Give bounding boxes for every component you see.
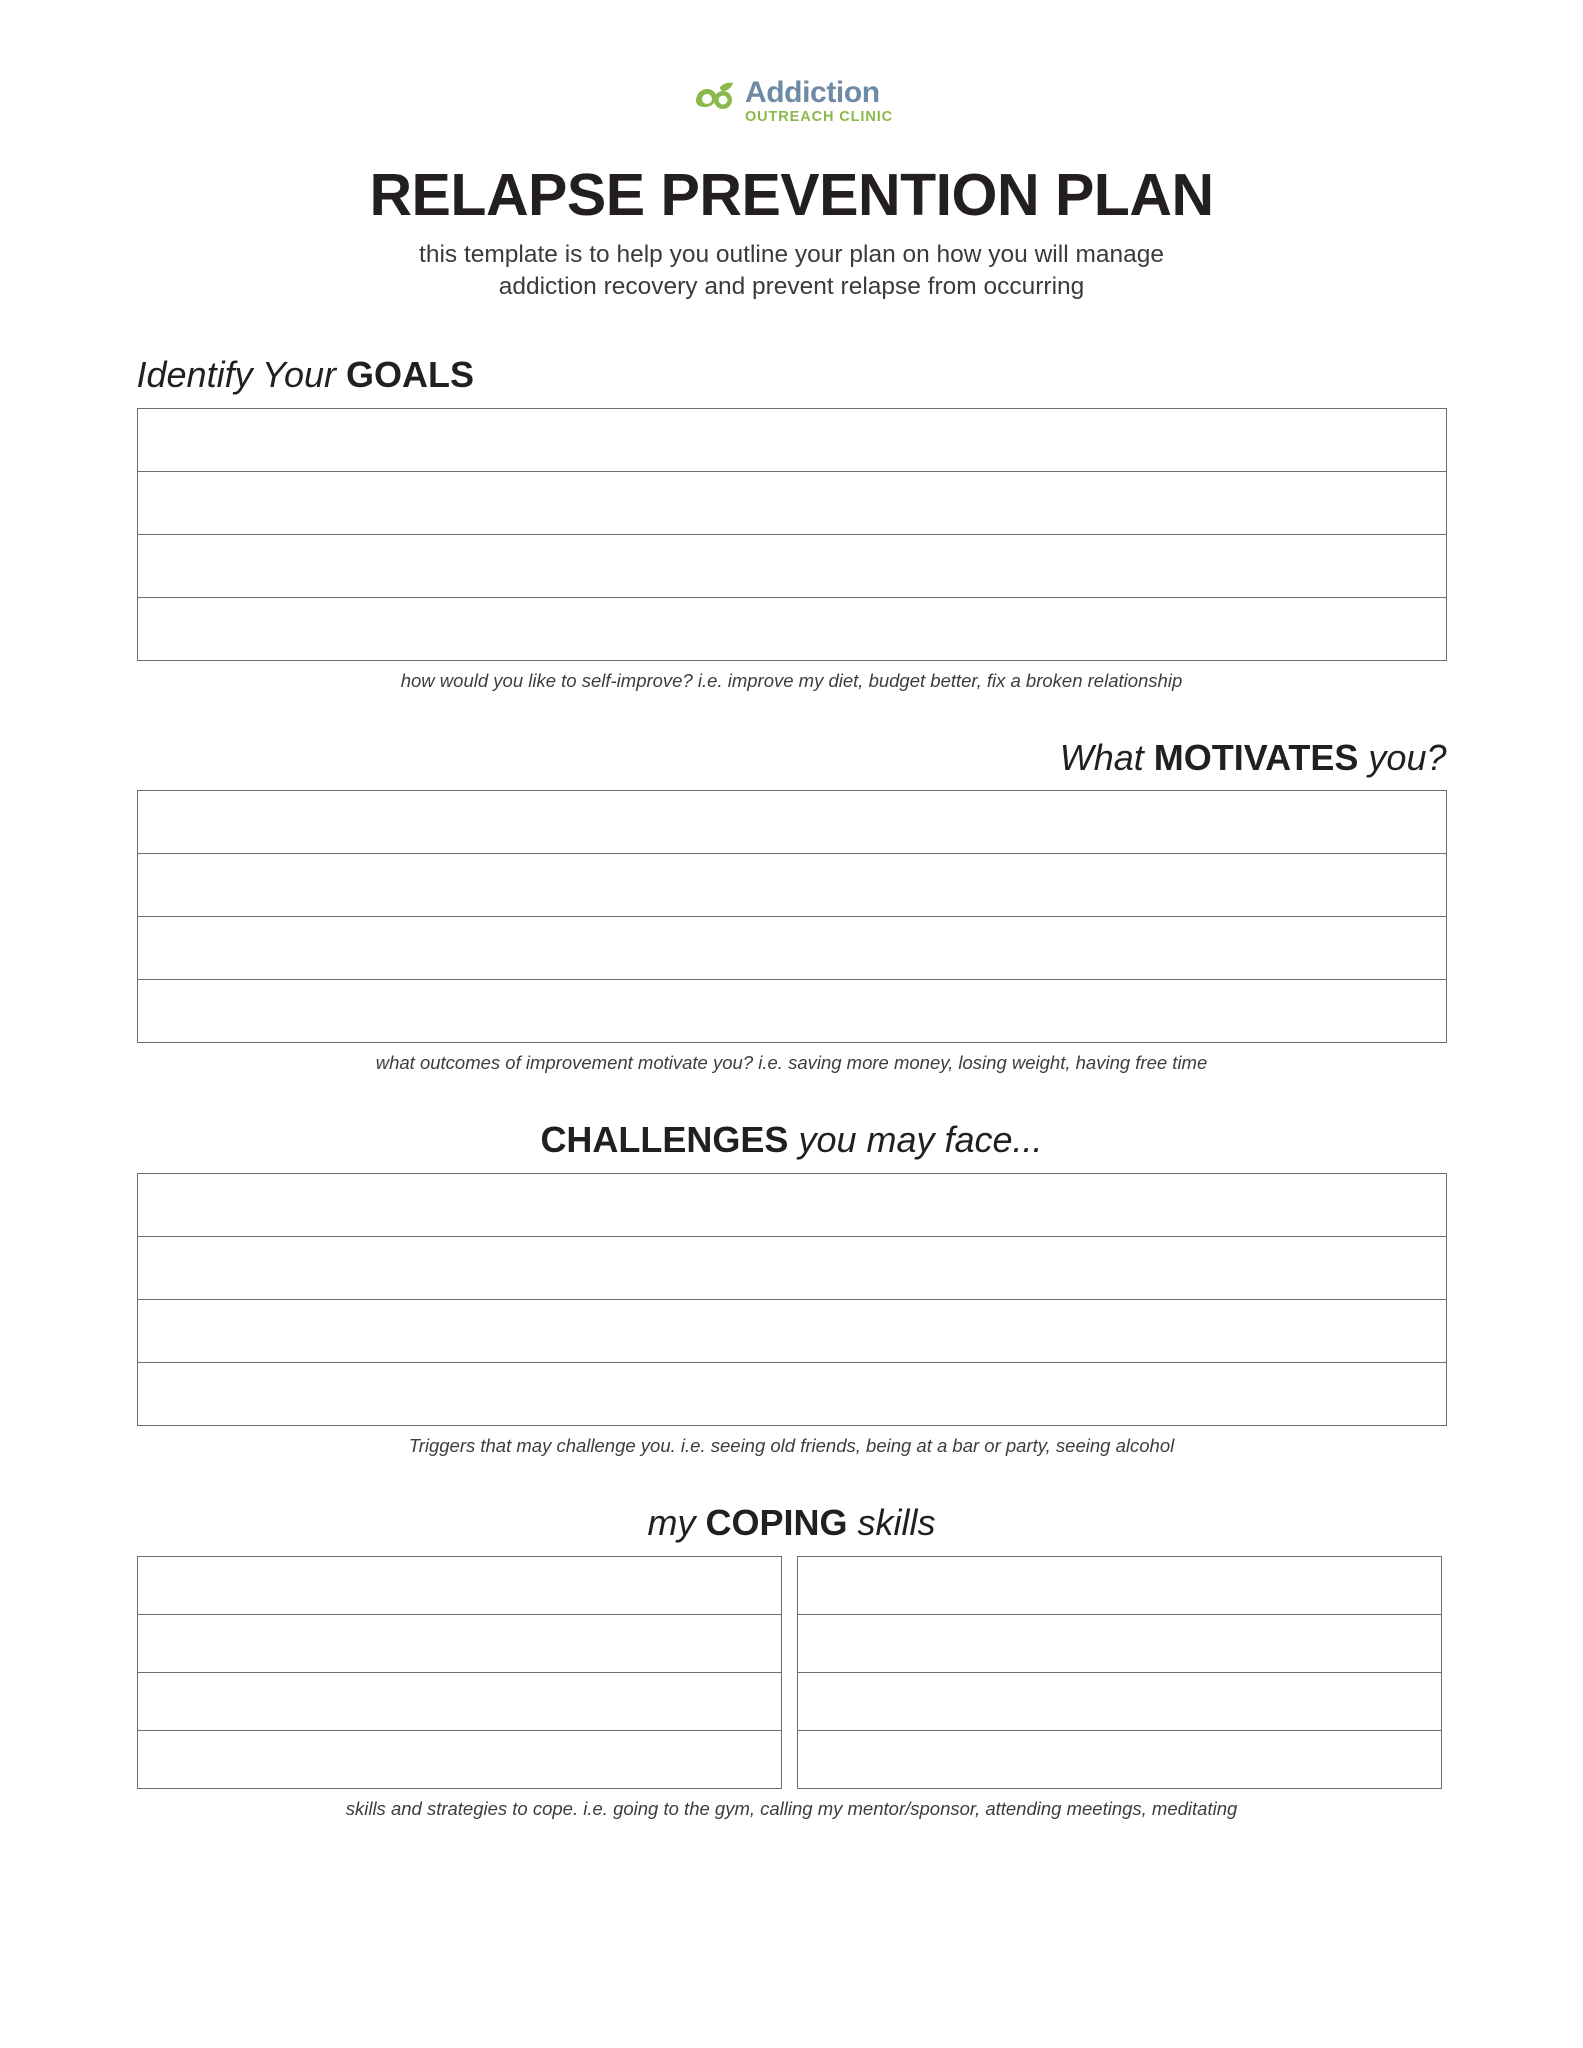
section-motivates-heading-post: you? (1358, 736, 1447, 778)
coping-right-row-3[interactable] (798, 1673, 1441, 1731)
logo-brand-text: Addiction (744, 76, 880, 109)
challenges-row-1[interactable] (138, 1174, 1446, 1237)
logo-header (0, 0, 1583, 125)
challenges-row-2[interactable] (138, 1237, 1446, 1300)
motivates-row-2[interactable] (138, 854, 1446, 917)
coping-hint: skills and strategies to cope. i.e. going to the gym, calling my mentor/sponsor, attending meetings, meditating (345, 1797, 1238, 1819)
motivates-row-3[interactable] (138, 917, 1446, 980)
section-coping-heading (137, 1503, 1447, 1543)
coping-left-row-4[interactable] (138, 1731, 781, 1789)
coping-right-column (797, 1556, 1442, 1789)
page-subtitle-line-2: addiction recovery and prevent relapse from occurring (498, 272, 1085, 300)
goals-hint: how would you like to self-improve? i.e. improve my diet, budget better, fix a broken relationship (400, 669, 1183, 691)
goals-row-3[interactable] (138, 535, 1446, 598)
coping-entry-table (137, 1556, 1447, 1789)
coping-right-row-4[interactable] (798, 1731, 1441, 1789)
coping-right-row-1[interactable] (798, 1557, 1441, 1615)
section-coping-heading-pre: my (647, 1501, 706, 1543)
goals-row-4[interactable] (138, 598, 1446, 661)
page-title: RELAPSE PREVENTION PLAN (369, 161, 1214, 228)
section-coping-heading-post: skills (847, 1501, 936, 1543)
ao-leaf-logo-icon (690, 81, 736, 121)
coping-left-row-1[interactable] (138, 1557, 781, 1615)
section-challenges-heading (137, 1120, 1447, 1160)
section-motivates-heading (137, 738, 1447, 778)
section-goals-heading-bold: GOALS (345, 354, 474, 396)
section-motivates-heading-pre: What (1059, 736, 1154, 778)
goals-row-2[interactable] (138, 472, 1446, 535)
coping-left-row-3[interactable] (138, 1673, 781, 1731)
section-challenges (137, 1120, 1447, 1457)
section-motivates-heading-bold: MOTIVATES (1153, 736, 1359, 778)
section-coping (137, 1503, 1447, 1820)
coping-left-row-2[interactable] (138, 1615, 781, 1673)
coping-right-row-2[interactable] (798, 1615, 1441, 1673)
clinic-logo (690, 78, 893, 125)
section-motivates (137, 738, 1447, 1075)
challenges-hint: Triggers that may challenge you. i.e. seeing old friends, being at a bar or party, seeing alcohol (408, 1434, 1175, 1456)
goals-row-1[interactable] (138, 409, 1446, 472)
goals-entry-table (137, 408, 1447, 661)
coping-left-column (137, 1556, 782, 1789)
section-challenges-heading-post: you may face... (788, 1119, 1043, 1161)
logo-tagline-text: OUTREACH CLINIC (744, 109, 894, 125)
page-subtitle (262, 239, 1322, 304)
challenges-row-4[interactable] (138, 1363, 1446, 1426)
page-subtitle-line-1: this template is to help you outline your plan on how you will manage (419, 240, 1164, 268)
section-challenges-heading-bold: CHALLENGES (540, 1119, 789, 1161)
section-goals (137, 355, 1447, 692)
motivates-row-4[interactable] (138, 980, 1446, 1043)
section-coping-heading-bold: COPING (705, 1501, 848, 1543)
motivates-row-1[interactable] (138, 791, 1446, 854)
section-goals-heading (137, 355, 1447, 395)
section-goals-heading-pre: Identify Your (136, 354, 346, 396)
motivates-hint: what outcomes of improvement motivate you? i.e. saving more money, losing weight, having free time (375, 1052, 1208, 1074)
motivates-entry-table (137, 790, 1447, 1043)
challenges-row-3[interactable] (138, 1300, 1446, 1363)
challenges-entry-table (137, 1173, 1447, 1426)
